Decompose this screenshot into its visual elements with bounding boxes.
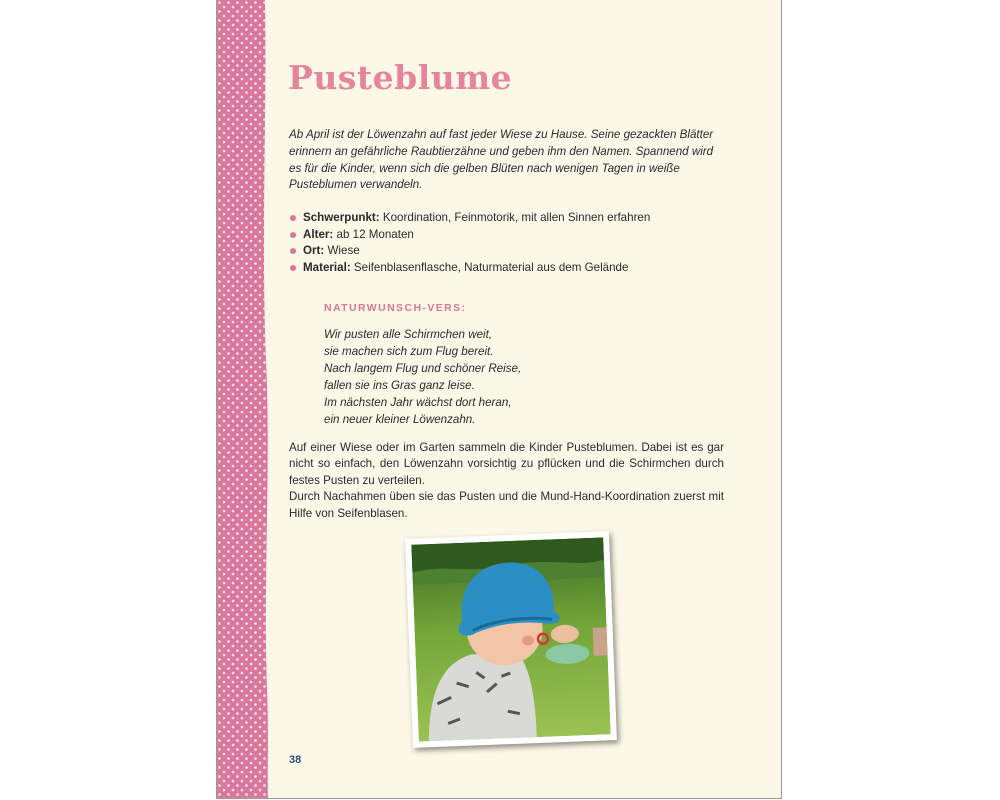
fact-value: Koordination, Feinmotorik, mit allen Sinnen erfahren xyxy=(379,211,651,224)
verse-line: fallen sie ins Gras ganz leise. xyxy=(324,379,475,392)
fact-age xyxy=(289,227,729,244)
verse-line: sie machen sich zum Flug bereit. xyxy=(324,345,494,358)
dotted-pink-band xyxy=(217,0,277,799)
photo-child-blowing-bubbles xyxy=(405,531,617,748)
verse-line: Im nächsten Jahr wächst dort heran, xyxy=(324,396,512,409)
page-title: Pusteblume xyxy=(288,58,513,97)
verse-line: ein neuer kleiner Löwenzahn. xyxy=(324,413,476,426)
fact-value: ab 12 Monaten xyxy=(333,227,414,241)
verse-line: Wir pusten alle Schirmchen weit, xyxy=(324,328,493,341)
fact-value: Seifenblasenflasche, Naturmaterial aus dem Gelände xyxy=(350,260,629,274)
fact-label: Alter: xyxy=(303,227,334,241)
body-paragraph: Durch Nachahmen üben sie das Pusten und die Mund-Hand-Koordination zuerst mit Hilfe von Seifenblasen. xyxy=(289,490,724,520)
verse-lines xyxy=(324,326,521,428)
activity-facts-list xyxy=(289,210,729,276)
fact-material xyxy=(289,260,729,277)
fact-place xyxy=(289,243,729,260)
fact-label: Schwerpunkt: xyxy=(303,211,380,224)
book-page xyxy=(216,0,782,799)
page-number: 38 xyxy=(289,754,302,766)
verse-heading: NATURWUNSCH-VERS: xyxy=(324,302,467,314)
verse-line: Nach langem Flug und schöner Reise, xyxy=(324,362,522,375)
body-paragraph: Auf einer Wiese oder im Garten sammeln die Kinder Pusteblumen. Dabei ist es gar nicht so einfach, den Löwenzahn vorsichtig zu pflücken und die Schirmchen durch festes Pusten zu verteilen. xyxy=(289,441,724,487)
fact-label: Material: xyxy=(303,260,351,274)
intro-paragraph: Ab April ist der Löwenzahn auf fast jeder Wiese zu Hause. Seine gezackten Blätter erinnern an gefährliche Raubtierzähne und geben ihm den Namen. Spannend wird es für die Kinder, wenn sich die gelben Blüten nach wenigen Tagen in weiße Pusteblumen verwandeln. xyxy=(289,128,714,192)
photo-illustration xyxy=(411,537,610,741)
fact-value: Wiese xyxy=(324,244,360,258)
fact-focus xyxy=(289,210,729,227)
fact-label: Ort: xyxy=(303,244,325,258)
body-text xyxy=(289,440,724,522)
